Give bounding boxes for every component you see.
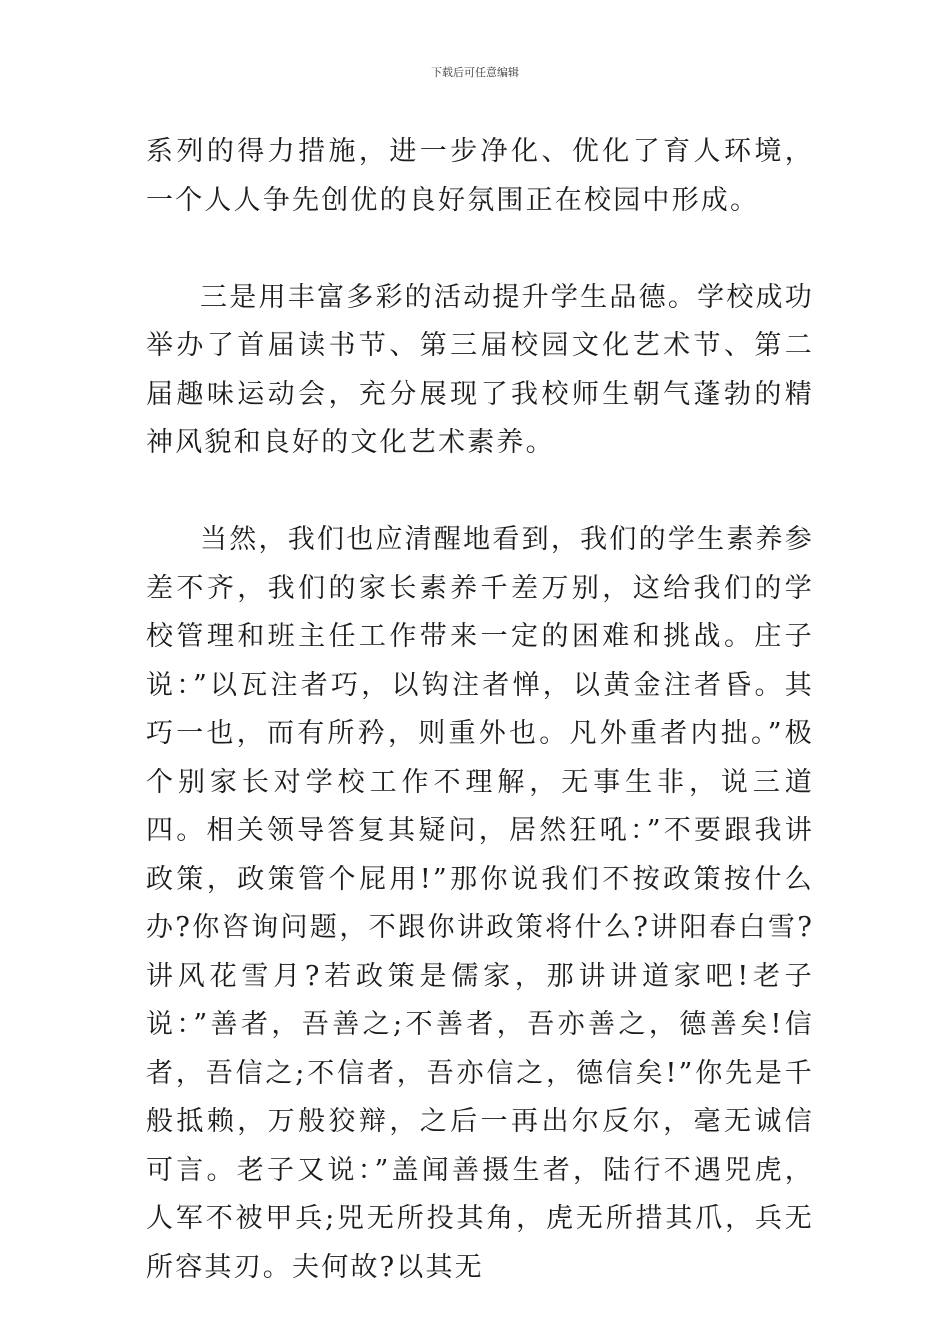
paragraph-gap (146, 225, 814, 274)
paragraph-activities: 三是用丰富多彩的活动提升学生品德。学校成功举办了首届读书节、第三届校园文化艺术节、第二届趣味运动会，充分展现了我校师生朝气蓬勃的精神风貌和良好的文化艺术素养。 (146, 281, 814, 458)
page-header: 下载后可任意编辑 (431, 66, 519, 79)
paragraph-challenges: 当然，我们也应清醒地看到，我们的学生素养参差不齐，我们的家长素养千差万别，这给我们的学校管理和班主任工作带来一定的困难和挑战。庄子说：”以瓦注者巧，以钩注者惮，以黄金注者昏。其巧一也，而有所矜，则重外也。凡外重者内拙。”极个别家长对学校工作不理解，无事生非，说三道四。相关领导答复其疑问，居然狂吼：”不要跟我讲政策，政策管个屁用!”那你说我们不按政策按什么办?你咨询问题，不跟你讲政策将什么?讲阳春白雪?讲风花雪月?若政策是儒家，那讲讲道家吧!老子说：”善者，吾善之;不善者，吾亦善之，德善矣!信者，吾信之;不信者，吾亦信之，德信矣!”你先是千般抵赖，万般狡辩，之后一再出尔反尔，毫无诚信可言。老子又说：”盖闻善摄生者，陆行不遇兕虎，人军不被甲兵;兕无所投其角，虎无所措其爪，兵无所容其刃。夫何故?以其无 (146, 524, 814, 1283)
paragraph-continuation: 系列的得力措施，进一步净化、优化了育人环境，一个人人争先创优的良好氛围正在校园中形成。 (146, 136, 814, 216)
paragraph-gap (146, 468, 814, 517)
document-body (146, 128, 814, 1292)
